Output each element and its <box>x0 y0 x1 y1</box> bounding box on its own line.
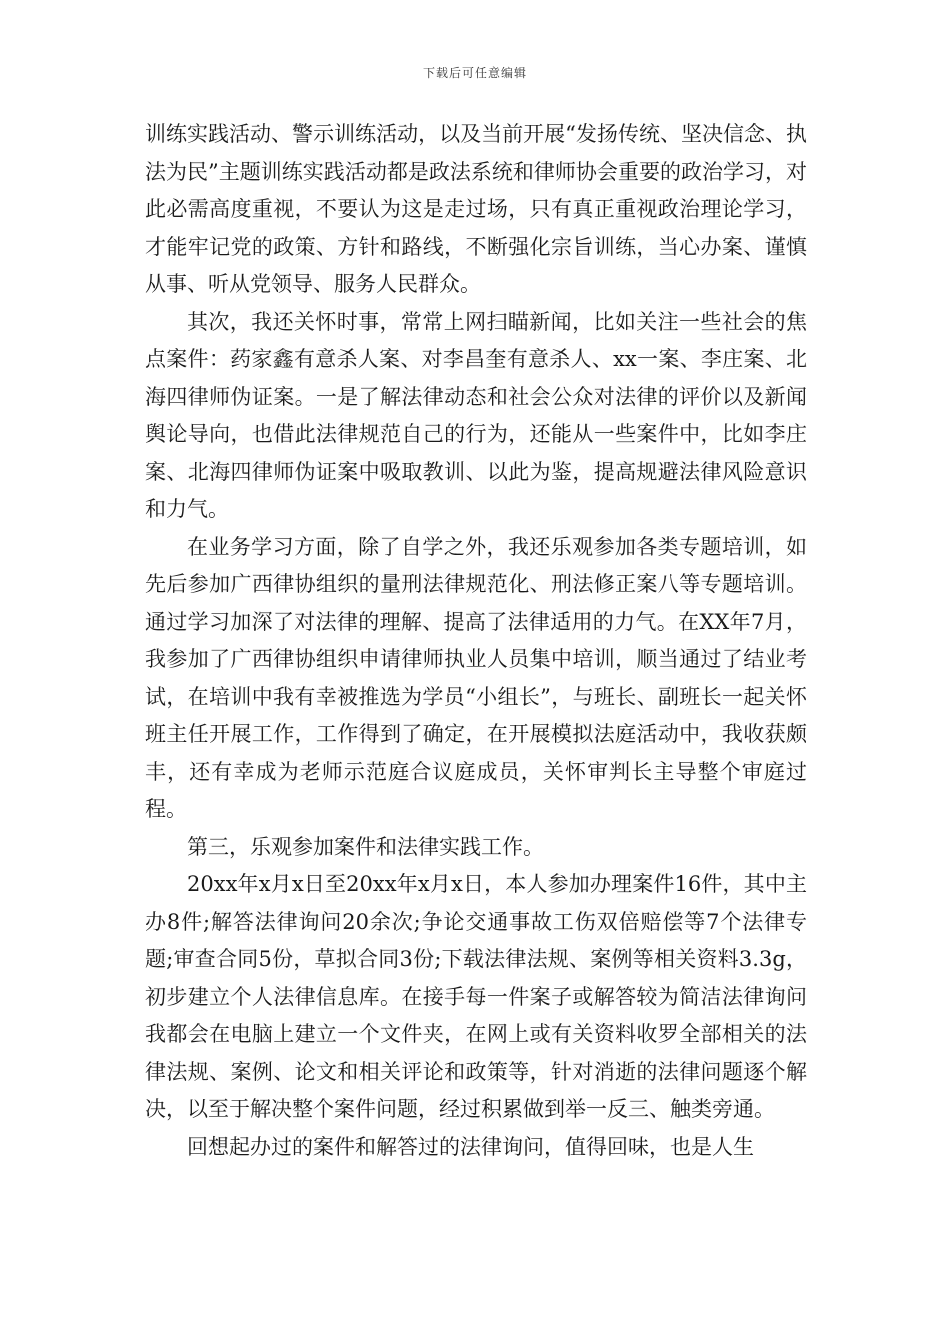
paragraph-4: 第三，乐观参加案件和法律实践工作。 <box>187 834 544 859</box>
document-body <box>145 116 807 1166</box>
paragraph-6: 回想起办过的案件和解答过的法律询问，值得回味，也是人生 <box>187 1134 754 1159</box>
paragraph-1: 训练实践活动、警示训练活动，以及当前开展“发扬传统、坚决信念、执法为民”主题训练实践活动都是政法系统和律师协会重要的政治学习，对此必需高度重视，不要认为这是走过场，只有真正重视政治理论学习，才能牢记党的政策、方针和路线，不断强化宗旨训练，当心办案、谨慎从事、听从党领导、服务人民群众。 <box>145 122 807 296</box>
paragraph-2: 其次，我还关怀时事，常常上网扫瞄新闻，比如关注一些社会的焦点案件：药家鑫有意杀人案、对李昌奎有意杀人、xx一案、李庄案、北海四律师伪证案。一是了解法律动态和社会公众对法律的评价以及新闻舆论导向，也借此法律规范自己的行为，还能从一些案件中，比如李庄案、北海四律师伪证案中吸取教训、以此为鉴，提高规避法律风险意识和力气。 <box>145 309 807 521</box>
paragraph-3: 在业务学习方面，除了自学之外，我还乐观参加各类专题培训，如先后参加广西律协组织的量刑法律规范化、刑法修正案八等专题培训。通过学习加深了对法律的理解、提高了法律适用的力气。在XX年7月，我参加了广西律协组织申请律师执业人员集中培训，顺当通过了结业考试，在培训中我有幸被推选为学员“小组长”，与班长、副班长一起关怀班主任开展工作，工作得到了确定，在开展模拟法庭活动中，我收获颇丰，还有幸成为老师示范庭合议庭成员，关怀审判长主导整个审庭过程。 <box>145 534 807 821</box>
paragraph-5: 20xx年x月x日至20xx年x月x日，本人参加办理案件16件，其中主办8件;解答法律询问20余次;争论交通事故工伤双倍赔偿等7个法律专题;审查合同5份，草拟合同3份;下载法律法规、案例等相关资料3.3g，初步建立个人法律信息库。在接手每一件案子或解答较为简洁法律询问我都会在电脑上建立一个文件夹，在网上或有关资料收罗全部相关的法律法规、案例、论文和相关评论和政策等，针对消逝的法律问题逐个解决，以至于解决整个案件问题，经过积累做到举一反三、触类旁通。 <box>145 872 807 1121</box>
page-header: 下载后可任意编辑 <box>422 66 527 80</box>
